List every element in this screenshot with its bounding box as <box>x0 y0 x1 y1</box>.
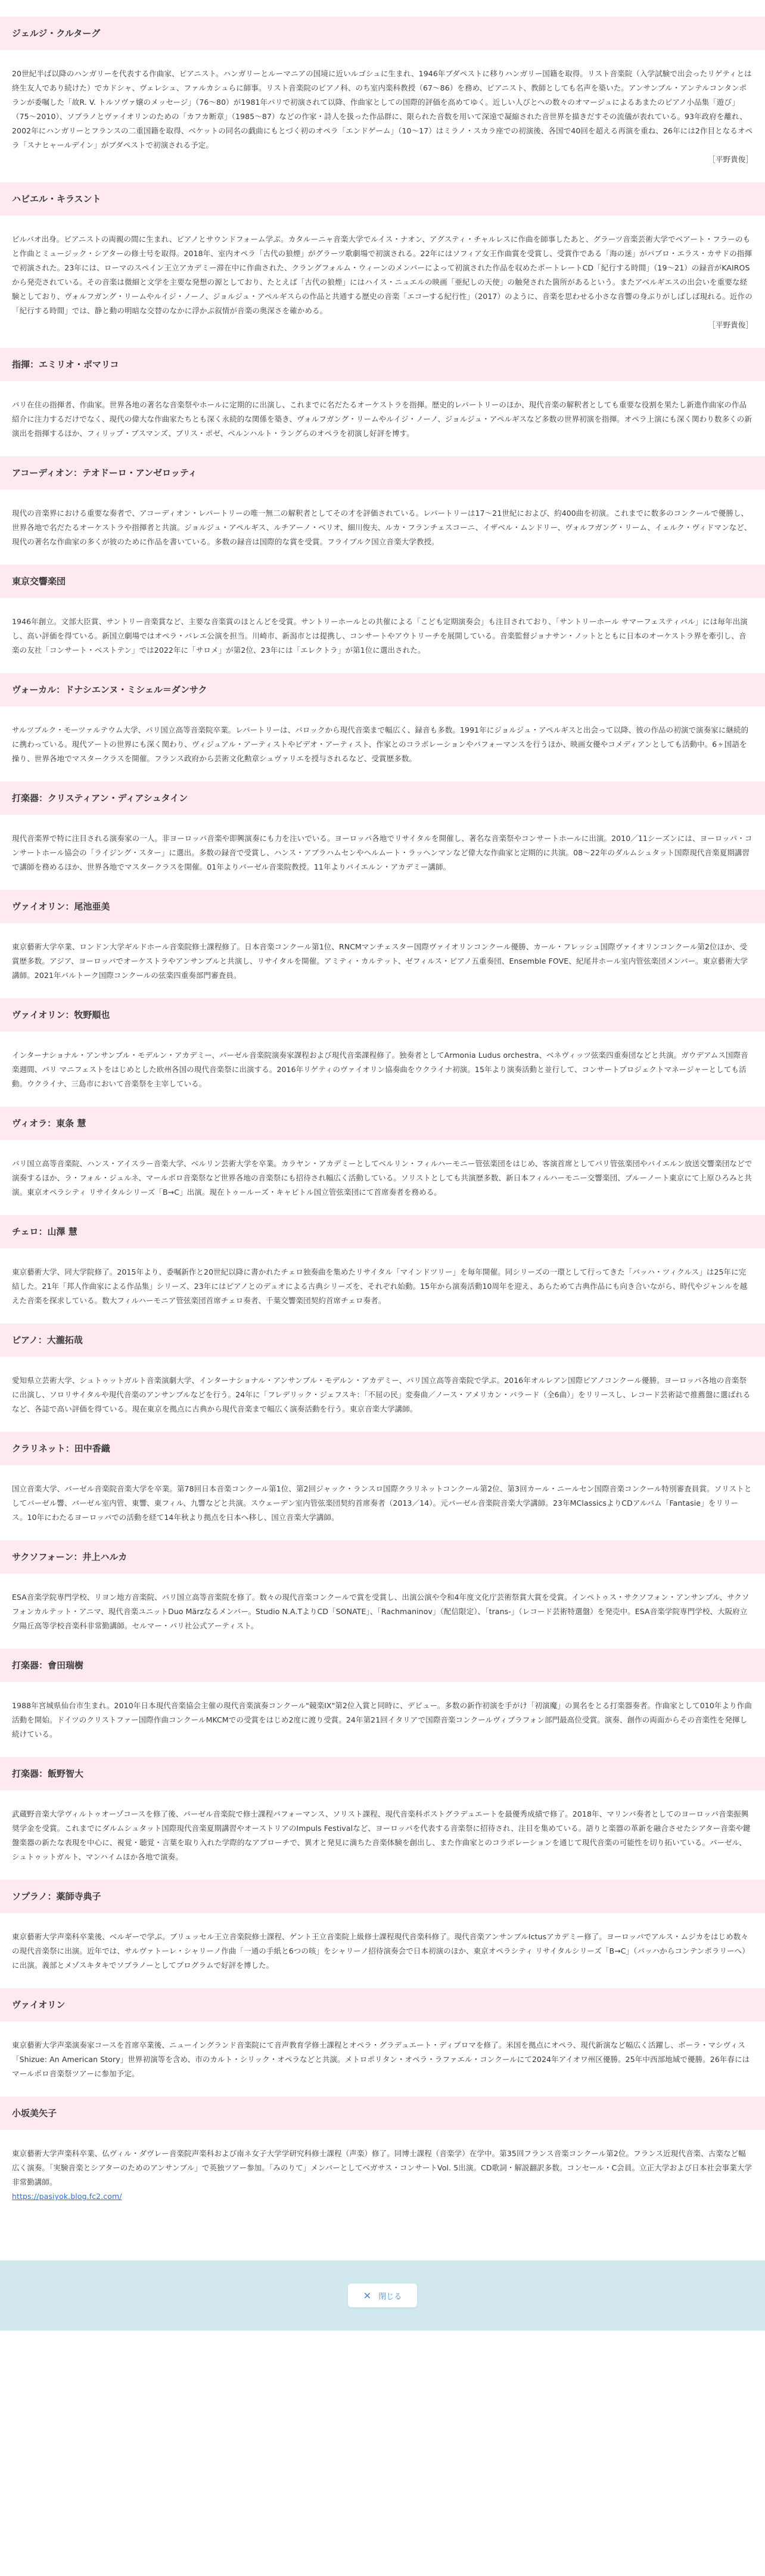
section-heading: ジェルジ・クルターグ <box>0 17 765 50</box>
section-body <box>0 923 765 998</box>
blog-link[interactable]: https://pasiyok.blog.fc2.com/ <box>12 2192 122 2201</box>
section-heading: ヴァイオリン：牧野順也 <box>0 998 765 1032</box>
close-overlay-bar <box>0 2260 765 2331</box>
profile-otaki <box>0 1323 765 1432</box>
profile-kosaka <box>0 2097 765 2219</box>
close-label: 閉じる <box>378 2292 402 2301</box>
profile-oike <box>0 890 765 998</box>
section-body <box>0 216 765 348</box>
section-body <box>0 2130 765 2219</box>
credit-text: ［平野貴俊］ <box>708 320 753 329</box>
section-heading: 打楽器：會田瑞樹 <box>0 1649 765 1682</box>
section-heading: ヴァイオリン：尾池亜美 <box>0 890 765 923</box>
profile-inoue <box>0 1540 765 1649</box>
section-body <box>0 1682 765 1757</box>
section-body <box>0 1357 765 1432</box>
section-heading: 小坂美矢子 <box>0 2097 765 2130</box>
section-body <box>0 490 765 565</box>
profile-text: インターナショナル・アンサンブル・モデルン・アカデミー、バーゼル音楽院演奏家課程および現代音楽課程修了。独奏者としてArmonia Ludus orchestra、ベネヴィッツ弦楽四重奏団などと共演。ガウデアムス国際音楽週間、パリ マニフェストをはじめとした欧州各国の現代音楽祭に出演する。2016年リゲティのヴァイオリン協奏曲をウクライナ初演。15年より演奏活動と並行して、コンサートプロジェクトマネージャーとしても活動。ウクライナ、三島市において音楽祭を主宰している。 <box>12 1051 748 1088</box>
profile-text: 1946年創立。文部大臣賞、サントリー音楽賞など、主要な音楽賞のほとんどを受賞。サントリーホールとの共催による「こども定期演奏会」も注目されており、「サントリーホール サマーフェスティバル」には毎年出演し、高い評価を得ている。新国立劇場ではオペラ・バレエ公演を担当。川崎市、新潟市とは提携し、コンサートやアウトリーチを展開している。音楽監督ジョナサン・ノットとともに日本のオーケストラ界を牽引し、音楽の友社「コンサート・ベストテン」では2022年に「サロメ」が第2位、23年には「エレクトラ」が第1位に選出された。 <box>12 617 748 655</box>
section-heading: 打楽器：クリスティアン・ディアシュタイン <box>0 781 765 815</box>
section-body <box>0 2021 765 2097</box>
close-button[interactable] <box>348 2284 417 2307</box>
close-icon: ✕ <box>363 2290 372 2301</box>
profile-pomarico <box>0 348 765 456</box>
profile-text: 東京藝術大学卒業、ロンドン大学ギルドホール音楽院修士課程修了。日本音楽コンクール第1位、RNCMマンチェスター国際ヴァイオリンコンクール優勝、カール・フレッシュ国際ヴァイオリンコンクール第2位ほか、受賞歴多数。アジア、ヨーロッパでオーケストラやアンサンブルと共演し、リサイタルを開催。アミティ・カルテット、ゼフィルス・ピアノ五重奏団、Ensemble FOVE、紀尾井ホール室内管弦楽団メンバー。東京藝術大学講師。2021年バルトーク国際コンクールの弦楽四重奏部門審査員。 <box>12 942 748 980</box>
profile-makino <box>0 998 765 1107</box>
profile-yamazawa <box>0 1215 765 1323</box>
profile-text: サルツブルク・モーツァルテウム大学、パリ国立高等音楽院卒業。レパートリーは、バロックから現代音楽まで幅広く、録音も多数。1991年にジョルジュ・アペルギスと出会って以降、彼の作品の初演で演奏家に継続的に携わっている。現代アートの世界にも深く関わり、ヴィジュアル・アーティストやビデオ・アーティスト、作家とのコラボレーションやパフォーマンスを行うほか、映画女優やコメディアンとしても活動中。6ヶ国語を操り、世界各地でマスタークラスを開催。フランス政府から芸術文化勲章シュヴァリエを授与されるなど、受賞歴多数。 <box>12 725 749 763</box>
section-heading: クラリネット：田中香織 <box>0 1432 765 1465</box>
section-heading: ハビエル・キラスント <box>0 182 765 216</box>
profile-text: 20世紀半ば以降のハンガリーを代表する作曲家、ピアニスト。ハンガリーとルーマニアの国境に近いルゴシュに生まれ、1946年ブダペストに移りハンガリー国籍を取得。リスト音楽院（入学試験で出会ったリゲティとは終生友人であり続けた）でカドシャ、ヴェレシュ、ファルカシュらに師事。リスト音楽院のピアノ科、のち室内楽科教授（67〜86）を務め、ピアニスト、教師としても名声を築いた。アンサンブル・アンテルコンタンポランが委嘱した「故R. V. トルソヴァ嬢のメッセージ」（76〜80）が1981年パリで初演されて以降、作曲家としての国際的評価を高めてゆく。近しい人びとへの数々のオマージュによるあまたのピアノ小品集「遊び」（75〜2010）、ソプラノとヴァイオリンのための「カフカ断章」（1985〜87）などの作家・詩人を扱った作品群に、限られた音数を用いて深遠で凝縮された音世界を描きだすその流儀が表れている。93年政府を離れ、2002年にハンガリーとフランスの二重国籍を取得、ベケットの同名の戯曲にもとづく初のオペラ「エンドゲーム」（10〜17）はミラノ・スカラ座での初演後、各国で40回を超える再演を重ね、26年には2作目となるオペラ「スナヒャールデイン」がブダペストで初演される予定。 <box>12 69 753 149</box>
profile-text: 武蔵野音楽大学ヴィルトゥオーゾコースを修了後、パーゼル音楽院で修士課程パフォーマンス、ソリスト課程、現代音楽科ポストグラデュエートを最優秀成績で修了。2018年、マリンバ奏者としてのヨーロッパ音楽振興奨学金を受賞。これまでにダルムシュタット国際現代音楽夏期講習やオーストリアのImpuls Festivalなど、ヨーロッパを代表する音楽祭に招待され、注目を集めている。語りと楽器の革新を融合させたシアター音楽や鍵盤楽器の新たな表現を中心に、視覚・聴覚・言葉を取り入れた学際的なアプローチで、異才と発見に満ちた音楽体験を創出し、また作曲家とのコラボレーションを通じて現代音楽の可能性を切り拓いている。パーゼル、シュトゥットガルト、マンハイムほか各地で演奏。 <box>12 1809 751 1861</box>
section-heading: 指揮：エミリオ・ポマリコ <box>0 348 765 381</box>
profile-text: 現代音楽界で特に注目される演奏家の一人。非ヨーロッパ音楽や即興演奏にも力を注いでいる。ヨーロッパ各地でリサイタルを開催し、著名な音楽祭やコンサートホールに出演。2010／11シーズンには、ヨーロッパ・コンサートホール協会の「ライジング・スター」に選出。多数の録音で受賞し、ハンス・アブラハムセンやヘルムート・ラッヘンマンなど偉大な作曲家と定期的に共演。08〜22年のダルムシュタット国際現代音楽夏期講習で講師を務めるほか、世界各地でマスタークラスを開催。01年よりバーゼル音楽院教授。11年よりバイエルン・アカデミー講師。 <box>12 834 752 871</box>
section-body <box>0 1913 765 1988</box>
section-body <box>0 1790 765 1880</box>
section-heading: 打楽器：飯野智大 <box>0 1757 765 1790</box>
profile-iino <box>0 1757 765 1880</box>
profile-text: 国立音楽大学、バーゼル音楽院音楽大学を卒業。第78回日本音楽コンクール第1位、第2回ジャック・ランスロ国際クラリネットコンクール第2位、第3回カール・ニールセン国際音楽コンクール特別審査員賞。ソリストとしてバーゼル響、バーゼル室内管、東響、東フィル、九響などと共演。スウェーデン室内管弦楽団契約首席奏者（2013／14）。元バーゼル音楽院音楽大学講師。23年MClassicsよりCDアルバム「Fantasie」をリリース。10年にわたるヨーロッパでの活動を経て14年秋より拠点を日本へ移し、国立音楽大学講師。 <box>12 1484 752 1522</box>
profile-text: 東京藝術大学、同大学院修了。2015年より、委嘱新作と20世紀以降に書かれたチェロ独奏曲を集めたリサイタル「マインドツリー」を毎年開催。同シリーズの一環として行ってきた「バッハ・ツィクルス」は25年に完結した。21年「邦人作曲家による作品集」シリーズ、23年にはピアノとのデュオによる古典シリーズを、それぞれ始動。15年から演奏活動10周年を迎え、あらためて古典作品にも向き合いながら、時代やジャンルを越えた音楽を探求している。数大フィルハーモニア管弦楽団首席チェロ奏者、千葉交響楽団契約首席チェロ奏者。 <box>12 1267 748 1305</box>
profile-tojo <box>0 1107 765 1215</box>
section-heading: ヴィオラ：東条 慧 <box>0 1107 765 1140</box>
profile-tokyo-symphony <box>0 565 765 673</box>
profile-text: 愛知県立芸術大学、シュトゥットガルト音楽演劇大学、インターナショナル・アンサンブル・モデルン・アカデミー、パリ国立高等音楽院で学ぶ。2016年オルレアン国際ピアノコンクール優勝。ヨーロッパ各地の音楽祭に出演し、ソロリサイタルや現代音楽のアンサンブルなどを行う。24年に「フレデリック・ジェフスキ：「不屈の民」変奏曲／ノース・アメリカン・バラード（全6曲）」をリリースし、レコード芸術誌で推薦盤に選ばれるなど、各誌で高い評価を得ている。現在東京を拠点に古典から現代音楽まで幅広く演奏活動を行う。東京音楽大学講師。 <box>12 1376 751 1413</box>
section-heading: ヴォーカル：ドナシエンヌ・ミシェル＝ダンサク <box>0 673 765 706</box>
section-body <box>0 1465 765 1540</box>
profile-partially-hidden <box>0 1988 765 2097</box>
section-body <box>0 598 765 673</box>
section-body <box>0 1140 765 1215</box>
profile-text: ビルバオ出身。ピアニストの両親の間に生まれ、ピアノとサウンドフォーム学ぶ。カタルーニャ音楽大学でルイス・ナオン、アグスティ・チャルレスに作曲を師事したあと、グラーツ音楽芸術大学でベアート・フラーのもと作曲とミュージック・シアターの修士号を取得。2018年、室内オペラ「古代の狼煙」がグラーツ歌劇場で初演される。22年にはソフィア女王作曲賞を受賞し、受賞作である「海の迷」がパブロ・エラス・カサドの指揮で初演された。23年には、ローマのスペイン王立アカデミー滞在中に作曲された、クラングフォルム・ウィーンのメンバーによって初演された作品を収めたポートレートCD「紀行する時間」（19〜21）の録音がKAIROSから発売されている。その音楽は微細と文学を主要な発想の源としており、たとえば「古代の狼煙」にはハイス・ニュエルの映画「亜紀しの天使」の触発された箇所があるという。またアベルギエスの出会いを重要な経験としており、ヴォルフガング・リームやルイジ・ノーノ、ジョルジュ・アペルギスらの作品と共通する歴史の音楽「エコーする紀行性」（2017）のように、音楽を思わせる小さな音響の身ぶりがしばしば現れる。近作の「紀行する時間」では、静と動の明暗な交替のなかに浮かぶ叙情が音楽の奥深さを確かめる。 <box>12 235 752 315</box>
section-heading: ソプラノ：薬師寺典子 <box>0 1880 765 1913</box>
credit-text: ［平野貴俊］ <box>708 155 753 164</box>
section-heading: 東京交響楽団 <box>0 565 765 598</box>
section-body <box>0 1032 765 1107</box>
profile-michel-dansac <box>0 673 765 781</box>
section-body <box>0 1574 765 1649</box>
profile-quiraszunt <box>0 182 765 348</box>
section-body <box>0 815 765 890</box>
profile-text: パリ国立高等音楽院、ハンス・アイスラー音楽大学、ベルリン芸術大学を卒業。カラヤン・アカデミーとしてベルリン・フィルハーモニー管弦楽団をはじめ、客演首席としてパリ管弦楽団やバイエルン放送交響楽団などで演奏するほか、ラ・フォル・ジュルネ、マールボロ音楽祭など世界各地の音楽祭にも招待され幅広く活動している。ソリストとしても共演歴多数、新日本フィルハーモニー交響楽団、ブルーノート東京にて上原ひろみと共演。東京オペラシティ リサイタルシリーズ「B→C」出演。現在トゥールーズ・キャピトル国立管弦楽団にて首席奏者を務める。 <box>12 1159 752 1197</box>
section-body <box>0 1248 765 1323</box>
profile-kurtag <box>0 17 765 182</box>
section-heading: アコーディオン：テオドーロ・アンゼロッティ <box>0 456 765 490</box>
section-heading: ピアノ：大瀧拓哉 <box>0 1323 765 1357</box>
section-heading: チェロ：山澤 慧 <box>0 1215 765 1248</box>
section-body <box>0 381 765 456</box>
section-body <box>0 50 765 182</box>
profile-aida <box>0 1649 765 1757</box>
profile-text: 東京藝術大学声楽演奏家コースを首席卒業後、ニューイングランド音楽院にて音声教育学修士課程とオペラ・グラデュエート・ディプロマを修了。米国を拠点にオペラ、現代新演など幅広く活躍し、ボーラ・マシヴィス「Shizue: An American Story」世界初演等を含め、市のカルト・シリック・オペラなどと共演。メトロポリタン・オペラ・ラファエル・コンクールにて2024年アイオワ州区優勝。25年中西部地域で優勝。26年春にはマールボロ音楽祭ツアーに参加予定。 <box>12 2041 750 2078</box>
profile-text: パリ在住の指揮者、作曲家。世界各地の著名な音楽祭やホールに定期的に出演し、これまでに名だたるオーケストラを指揮。歴史的レパートリーのほか、現代音楽の解釈者としても重要な役割を果たし新進作曲家の作品紹介に注力するだけでなく、現代の偉大な作曲家たちとも深く永続的な関係を築き、ヴォルフガング・リームやルイジ・ノーノ、ジョルジュ・アペルギスなど多数の世界初演を指揮。オペラ上演にも深く関わり数多くの新演出を指揮するほか、フィリップ・ブスマンズ、ブリス・ポゼ、ベルンハルト・ラングらのオペラを初演し好評を博す。 <box>12 400 752 438</box>
profile-text: 1988年宮城県仙台市生まれ。2010年日本現代音楽協会主催の現代音楽演奏コンクール"競楽IX"第2位入賞と同時に、デビュー。多数の新作初演を手がけ「初演魔」の異名をとる打楽器奏者。作曲家として010年より作曲活動を開始。ドイツのクリストファー国際作曲コンクールMKCMでの受賞をはじめ2度に渡り受賞。24年第21回イタリアで国際音楽コンクールヴィブラフォン部門最高位受賞。演奏、創作の両面からその音楽性を発揮し続けている。 <box>12 1701 752 1739</box>
profile-anzellotti <box>0 456 765 565</box>
profile-tanaka <box>0 1432 765 1540</box>
profile-text: 東京藝術大学声楽科卒業、仏ヴィル・ダヴレー音楽院声楽科および南ネ女子大学学研究科修士課程（声楽）修了。同博士課程（音楽学）在学中。第35回フランス音楽コンクール第2位。フランス近現代音楽、古楽など幅広く演奏。「実験音楽とシアターのためのアンサンブル」で英独ツアー参加。「みのりて」メンバーとしてベガサス・コンサートVol. 5出演。CD歌詞・解説翻訳多数。コンセール・C会員。立正大学および日本社会事業大学非常勤講師。 <box>12 2149 752 2186</box>
profile-dierstein <box>0 781 765 890</box>
profile-text: ESA音楽学院専門学校、リヨン地方音楽院、パリ国立高等音楽院を修了。数々の現代音楽コンクールで賞を受賞し、出演公演や令和4年度文化庁芸術祭賞大賞を受賞。インペトゥス・サクソフォン・アンサンブル、サクソフォンカルテット・アニマ、現代音楽ユニットDuo Märzなるメンバー。Studio N.A.TよりCD「SONATE」、「Rachmaninov」（配信限定）、「trans-」（レコード芸術特選盤）を発売中。ESA音楽学院専門学校、大阪府立夕陽丘高等学校音楽科非常勤講師。セルマー・パリ社公式アーティスト。 <box>12 1593 750 1630</box>
profile-text: 東京藝術大学声楽科卒業後、ベルギーで学ぶ。ブリュッセル王立音楽院修士課程、ゲント王立音楽院上級修士課程現代音楽科修了。現代音楽アンサンブルIctusアカデミー修了。ヨーロッパでアルス・ムジカをはじめ数々の現代音楽祭に出演。近年では、サルヴァトーレ・シャリーノ作曲「一通の手紙と6つの咳」をシャリーノ招待演奏会で日本初演のほか、東京オペラシティ リサイタルシリーズ「B→C」（バッハからコンテンポラリーへ）に出演。義部とメゾスキタキでソプラノーとしてプログラムで好評を博した。 <box>12 1932 750 1970</box>
section-body <box>0 706 765 781</box>
section-heading: サクソフォーン：井上ハルカ <box>0 1540 765 1574</box>
section-heading: ヴァイオリン <box>0 1988 765 2021</box>
profile-text: 現代の音楽界における重要な奏者で、アコーディオン・レパートリーの唯一無二の解釈者としてその才を評価されている。レパートリーは17〜21世紀におよび、約400曲を初演。これまでに数多のコンクールで優勝し、世界各地で名だたるオーケストラや指揮者と共演。ジョルジュ・アペルギス、ルチアーノ・ベリオ、細川俊夫、ルカ・フランチェスコーニ、イザベル・ムンドリー、ヴォルフガング・リーム、イェルク・ヴィドマンなど、現代の著名な作曲家の多くが彼のために作品を書いている。多数の録音は国際的な賞を受賞。フライブルク国立音楽大学教授。 <box>12 509 752 546</box>
profile-yakushiji <box>0 1880 765 1988</box>
